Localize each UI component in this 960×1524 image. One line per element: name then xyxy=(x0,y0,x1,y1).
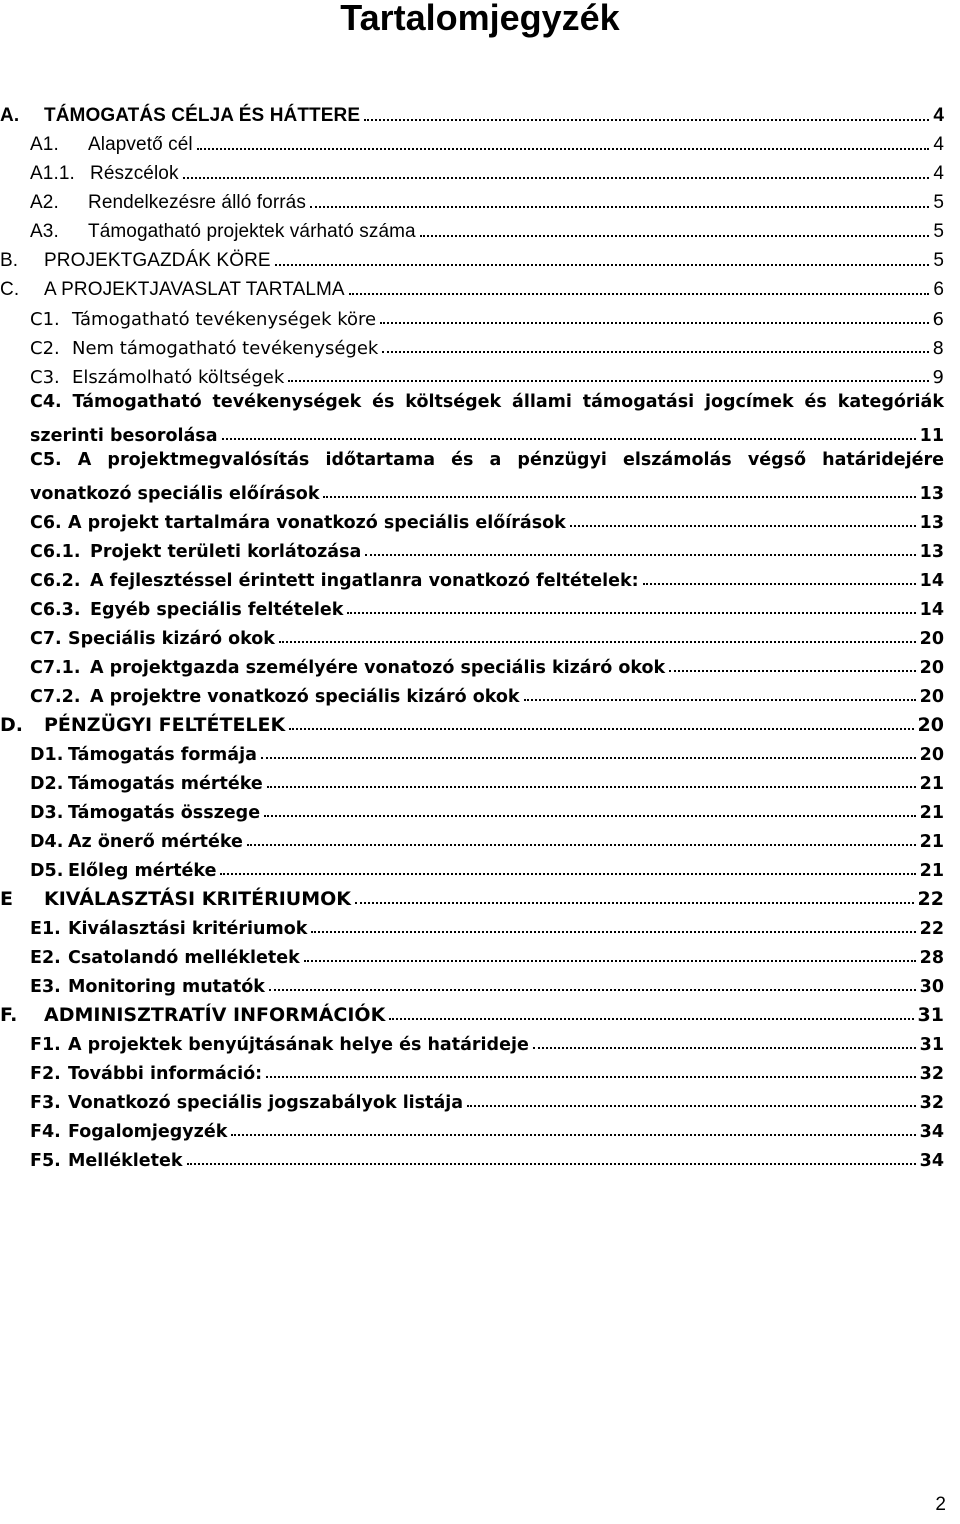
page-number: 2 xyxy=(935,1494,946,1515)
toc-entry-c6-2[interactable] xyxy=(0,562,944,591)
toc-title: TÁMOGATÁS CÉLJA ÉS HÁTTERE xyxy=(44,105,361,126)
dot-leader xyxy=(275,264,930,266)
toc-number: F3. xyxy=(30,1093,61,1113)
toc-entry-a2[interactable] xyxy=(0,185,944,214)
toc-title: A projektgazda személyére vonatozó speciális kizáró okok xyxy=(90,658,666,678)
toc-entry-a[interactable] xyxy=(0,98,944,127)
toc-number: C2. xyxy=(30,338,60,359)
toc-page: 28 xyxy=(919,948,944,968)
toc-number: E xyxy=(0,888,13,910)
dot-leader xyxy=(231,1134,915,1136)
toc-page: 14 xyxy=(919,571,944,591)
toc-entry-e2[interactable] xyxy=(0,939,944,968)
toc-title: Rendelkezésre álló forrás xyxy=(88,192,306,213)
dot-leader xyxy=(389,1018,913,1020)
toc-entry-c6[interactable] xyxy=(0,504,944,533)
dot-leader xyxy=(279,641,916,643)
toc-title: A projektre vonatkozó speciális kizáró okok xyxy=(90,687,520,707)
toc-number: A. xyxy=(0,105,20,126)
toc-page: 20 xyxy=(919,658,944,678)
dot-leader xyxy=(261,757,916,759)
dot-leader xyxy=(222,438,916,440)
toc-number: C6.2. xyxy=(30,571,81,591)
toc-title: PROJEKTGAZDÁK KÖRE xyxy=(44,250,271,271)
toc-number: C4. xyxy=(30,392,62,412)
toc-number: C1. xyxy=(30,309,60,330)
toc-title-cont: vonatkozó speciális előírások xyxy=(30,484,320,504)
toc-entry-c7[interactable] xyxy=(0,620,944,649)
toc-page: 21 xyxy=(919,774,944,794)
toc-title: Támogatás formája xyxy=(68,745,257,765)
toc-number: A1. xyxy=(30,134,59,155)
toc-page: 21 xyxy=(919,832,944,852)
toc-number: F2. xyxy=(30,1064,61,1084)
dot-leader xyxy=(197,148,930,150)
toc-entry-f2[interactable] xyxy=(0,1055,944,1084)
dot-leader xyxy=(247,844,916,846)
toc-page: 6 xyxy=(933,279,944,300)
dot-leader xyxy=(524,699,916,701)
dot-leader xyxy=(187,1163,916,1165)
toc-number: A3. xyxy=(30,221,59,242)
toc-number: D4. xyxy=(30,832,64,852)
toc-entry-d4[interactable] xyxy=(0,823,944,852)
dot-leader xyxy=(288,380,928,382)
toc-number: C7.1. xyxy=(30,658,81,678)
toc-page: 5 xyxy=(933,221,944,242)
toc-number: C6.1. xyxy=(30,542,81,562)
page-title: Tartalomjegyzék xyxy=(340,0,620,38)
dot-leader xyxy=(267,786,916,788)
toc-entry-c7-2[interactable] xyxy=(0,678,944,707)
toc-number: F. xyxy=(0,1004,18,1026)
toc-entry-e1[interactable] xyxy=(0,910,944,939)
toc-number: F5. xyxy=(30,1151,61,1171)
toc-page: 20 xyxy=(919,745,944,765)
dot-leader xyxy=(364,119,929,121)
toc-number: A2. xyxy=(30,192,59,213)
toc-number: C. xyxy=(0,279,20,300)
toc-number: E2. xyxy=(30,948,61,968)
toc-title: Előleg mértéke xyxy=(68,861,217,881)
toc-title: Nem támogatható tevékenységek xyxy=(72,338,379,359)
toc-title-cont: szerinti besorolása xyxy=(30,426,218,446)
toc-page: 5 xyxy=(933,250,944,271)
toc-entry-a1[interactable] xyxy=(0,127,944,156)
dot-leader xyxy=(347,612,915,614)
toc-page: 6 xyxy=(932,309,944,330)
toc-number: D. xyxy=(0,714,23,736)
dot-leader xyxy=(349,293,930,295)
toc-entry-a1-1[interactable] xyxy=(0,156,944,185)
toc-title-line2 xyxy=(30,417,944,446)
toc-page: 32 xyxy=(919,1093,944,1113)
toc-title: Részcélok xyxy=(90,163,179,184)
toc-page: 4 xyxy=(933,163,944,184)
toc-title: Egyéb speciális feltételek xyxy=(90,600,344,620)
toc-title-line1 xyxy=(30,446,944,475)
dot-leader xyxy=(355,902,914,904)
toc-page: 20 xyxy=(919,687,944,707)
toc-title: Mellékletek xyxy=(68,1151,183,1171)
dot-leader xyxy=(289,728,913,730)
dot-leader xyxy=(669,670,915,672)
toc-entry-d2[interactable] xyxy=(0,765,944,794)
toc-entry-c1[interactable] xyxy=(0,301,944,330)
toc-title: Az önerő mértéke xyxy=(68,832,243,852)
toc-page: 34 xyxy=(919,1151,944,1171)
toc-page: 21 xyxy=(919,861,944,881)
toc-page: 11 xyxy=(919,426,944,446)
toc-title: Fogalomjegyzék xyxy=(68,1122,228,1142)
toc-entry-f5[interactable] xyxy=(0,1142,944,1171)
toc-number: C7.2. xyxy=(30,687,81,707)
table-of-contents xyxy=(0,98,944,1171)
toc-number: D2. xyxy=(30,774,64,794)
dot-leader xyxy=(533,1047,916,1049)
toc-title: Projekt területi korlátozása xyxy=(90,542,362,562)
toc-entry-d3[interactable] xyxy=(0,794,944,823)
dot-leader xyxy=(304,960,916,962)
dot-leader xyxy=(467,1105,916,1107)
toc-title: Támogatható tevékenységek köre xyxy=(72,309,377,330)
toc-entry-c5[interactable] xyxy=(0,446,944,504)
toc-title: ADMINISZTRATÍV INFORMÁCIÓK xyxy=(44,1004,386,1026)
toc-entry-e3[interactable] xyxy=(0,968,944,997)
toc-number: C3. xyxy=(30,367,60,388)
toc-page: 4 xyxy=(933,105,944,126)
toc-title: Monitoring mutatók xyxy=(68,977,265,997)
toc-page: 20 xyxy=(917,714,944,736)
toc-entry-e[interactable] xyxy=(0,881,944,910)
toc-title: A projektmegvalósítás időtartama és a pénzügyi elszámolás végső határidejére xyxy=(77,450,944,470)
toc-title: KIVÁLASZTÁSI KRITÉRIUMOK xyxy=(44,888,352,910)
toc-number: A1.1. xyxy=(30,163,75,184)
toc-number: B. xyxy=(0,250,19,271)
toc-entry-a3[interactable] xyxy=(0,214,944,243)
toc-page: 31 xyxy=(919,1035,944,1055)
dot-leader xyxy=(323,496,915,498)
dot-leader xyxy=(570,525,916,527)
toc-entry-c7-1[interactable] xyxy=(0,649,944,678)
dot-leader xyxy=(183,177,930,179)
toc-number: F4. xyxy=(30,1122,61,1142)
toc-title: Támogatható tevékenységek és költségek állami támogatási jogcímek és kategóriák xyxy=(72,392,944,412)
dot-leader xyxy=(264,815,916,817)
toc-title: Speciális kizáró okok xyxy=(68,629,275,649)
toc-title: További információ: xyxy=(68,1064,263,1084)
toc-entry-c3[interactable] xyxy=(0,359,944,388)
dot-leader xyxy=(266,1076,915,1078)
dot-leader xyxy=(220,873,915,875)
toc-entry-d[interactable] xyxy=(0,707,944,736)
toc-title: Támogatás összege xyxy=(68,803,261,823)
toc-entry-f[interactable] xyxy=(0,997,944,1026)
toc-entry-f3[interactable] xyxy=(0,1084,944,1113)
toc-entry-b[interactable] xyxy=(0,243,944,272)
toc-number: D3. xyxy=(30,803,64,823)
toc-title: A projektek benyújtásának helye és határideje xyxy=(68,1035,529,1055)
toc-page: 34 xyxy=(919,1122,944,1142)
toc-page: 32 xyxy=(919,1064,944,1084)
toc-entry-c6-3[interactable] xyxy=(0,591,944,620)
toc-page: 9 xyxy=(932,367,944,388)
dot-leader xyxy=(643,583,916,585)
toc-number: C5. xyxy=(30,450,62,470)
toc-page: 22 xyxy=(917,888,944,910)
toc-page: 13 xyxy=(919,484,944,504)
toc-number: C7. xyxy=(30,629,62,649)
toc-number: C6.3. xyxy=(30,600,81,620)
toc-entry-d5[interactable] xyxy=(0,852,944,881)
dot-leader xyxy=(365,554,915,556)
toc-title: Támogatás mértéke xyxy=(68,774,263,794)
toc-number: E3. xyxy=(30,977,61,997)
dot-leader xyxy=(380,322,928,324)
toc-title: A projekt tartalmára vonatkozó speciális előírások xyxy=(68,513,566,533)
toc-title: Kiválasztási kritériumok xyxy=(68,919,308,939)
toc-entry-f1[interactable] xyxy=(0,1026,944,1055)
dot-leader xyxy=(269,989,916,991)
toc-title-line2 xyxy=(30,475,944,504)
toc-title: Elszámolható költségek xyxy=(72,367,285,388)
toc-page: 8 xyxy=(932,338,944,359)
toc-page: 13 xyxy=(919,513,944,533)
toc-number: E1. xyxy=(30,919,61,939)
dot-leader xyxy=(420,235,930,237)
dot-leader xyxy=(311,931,915,933)
dot-leader xyxy=(310,206,929,208)
toc-number: D1. xyxy=(30,745,64,765)
toc-page: 4 xyxy=(933,134,944,155)
toc-page: 5 xyxy=(933,192,944,213)
toc-number: D5. xyxy=(30,861,64,881)
toc-title: A PROJEKTJAVASLAT TARTALMA xyxy=(44,279,345,300)
toc-title: Alapvető cél xyxy=(88,134,193,155)
toc-entry-c6-1[interactable] xyxy=(0,533,944,562)
toc-entry-c2[interactable] xyxy=(0,330,944,359)
toc-title: Vonatkozó speciális jogszabályok listája xyxy=(68,1093,464,1113)
toc-title-line1 xyxy=(30,388,944,417)
toc-entry-c4[interactable] xyxy=(0,388,944,446)
toc-page: 22 xyxy=(919,919,944,939)
toc-page: 14 xyxy=(919,600,944,620)
toc-page: 21 xyxy=(919,803,944,823)
toc-entry-d1[interactable] xyxy=(0,736,944,765)
toc-page: 13 xyxy=(919,542,944,562)
toc-title: A fejlesztéssel érintett ingatlanra vonatkozó feltételek: xyxy=(90,571,639,591)
dot-leader xyxy=(382,351,928,353)
toc-number: C6. xyxy=(30,513,62,533)
toc-title: PÉNZÜGYI FELTÉTELEK xyxy=(44,714,286,736)
toc-title: Csatolandó mellékletek xyxy=(68,948,300,968)
toc-page: 31 xyxy=(917,1004,944,1026)
toc-page: 30 xyxy=(919,977,944,997)
toc-page: 20 xyxy=(919,629,944,649)
toc-number: F1. xyxy=(30,1035,61,1055)
toc-entry-c[interactable] xyxy=(0,272,944,301)
toc-entry-f4[interactable] xyxy=(0,1113,944,1142)
toc-title: Támogatható projektek várható száma xyxy=(88,221,416,242)
